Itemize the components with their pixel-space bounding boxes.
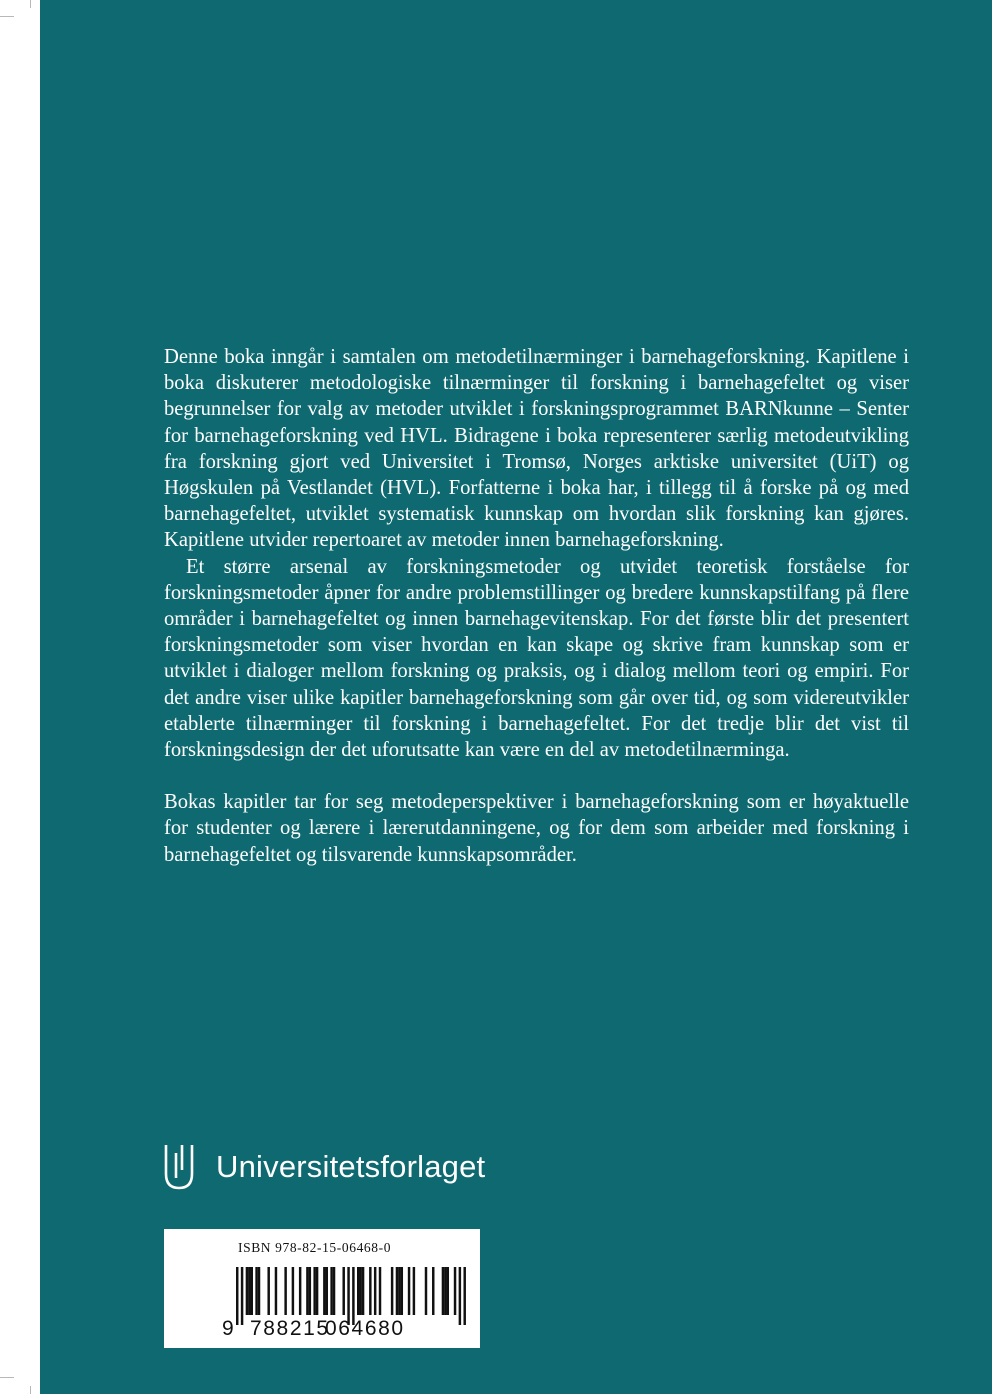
barcode-bar [398, 1267, 400, 1315]
barcode-bar [313, 1267, 315, 1315]
barcode-bar [425, 1267, 427, 1315]
barcode-bar [316, 1267, 318, 1315]
barcode-bar [459, 1267, 461, 1325]
crop-mark [30, 1386, 31, 1394]
barcode-bar [251, 1267, 253, 1315]
barcode-bar [236, 1267, 238, 1325]
barcode-bar [255, 1267, 257, 1315]
barcode-bar [374, 1267, 376, 1315]
isbn-barcode-box [164, 1229, 480, 1348]
barcode-bar [333, 1267, 335, 1315]
publisher-block [164, 1143, 485, 1191]
barcode-bar [306, 1267, 308, 1315]
barcode-bar [454, 1267, 456, 1315]
barcode-bar [444, 1267, 446, 1315]
barcode-bar [248, 1267, 250, 1315]
barcode-bar [267, 1267, 269, 1315]
barcode-bar [342, 1267, 344, 1315]
barcode-bar [442, 1267, 444, 1315]
barcode-bar [241, 1267, 243, 1325]
barcode-bar [359, 1267, 361, 1315]
blurb-paragraph-1: Denne boka inngår i samtalen om metodetilnærminger i barnehageforskning. Kapitlene i boka diskuterer metodologiske tilnærminger til forskning i barnehagefeltet og viser begrunnelser for valg av metoder utviklet i forskningsprogrammet BARNkunne – Senter for barnehageforskning ved HVL. Bidragene i boka representerer særlig metodeutvikling fra forskning gjort ved Universitet i Tromsø, Norges arktiske universitet (UiT) og Høgskulen på Vestlandet (HVL). Forfatterne i boka har, i tillegg til å forske på og med barnehagefeltet, utviklet systematisk kunnskap om hvordan slik forskning kan gjøres. Kapitlene utvider repertoaret av metoder innen barnehageforskning. [164, 346, 909, 552]
barcode-bar [299, 1267, 301, 1315]
barcode-bar [413, 1267, 415, 1315]
crop-mark [30, 0, 31, 8]
publisher-name: Universitetsforlaget [216, 1149, 486, 1184]
barcode-bar [357, 1267, 359, 1315]
barcode-bar [292, 1267, 294, 1315]
barcode-bar [362, 1267, 364, 1315]
barcode-bar [258, 1267, 260, 1315]
barcode-first-digit: 9 [222, 1317, 236, 1340]
barcode-bar [330, 1267, 332, 1315]
barcode-bar [326, 1267, 328, 1315]
barcode-right-digits: 064680 [325, 1317, 405, 1340]
barcode-bar [309, 1267, 311, 1315]
barcode-bar [432, 1267, 434, 1315]
barcode-bar [284, 1267, 286, 1315]
barcode-bar [447, 1267, 449, 1315]
barcode-bar [369, 1267, 371, 1315]
barcode-bar [323, 1267, 325, 1315]
barcode-bar [275, 1267, 277, 1315]
crop-mark [0, 16, 14, 17]
universitetsforlaget-logo-icon [164, 1144, 194, 1190]
barcode-bar [246, 1267, 248, 1315]
isbn-label: ISBN 978-82-15-06468-0 [238, 1240, 392, 1255]
crop-mark [0, 1377, 14, 1378]
back-cover-blurb [164, 344, 909, 868]
blurb-paragraph-3: Bokas kapitler tar for seg metodeperspektiver i barnehageforskning som er høyaktuelle for studenter og lærere i lærerutdanningene, og for dem som arbeider med forskning i barnehagefeltet og tilsvarende kunnskapsområder. [164, 791, 909, 866]
barcode-bar [408, 1267, 410, 1315]
barcode-bar [379, 1267, 381, 1315]
barcode-bar [463, 1267, 465, 1325]
barcode-bar [391, 1267, 393, 1315]
barcode-bar [401, 1267, 403, 1315]
barcode-left-digits: 788215 [250, 1317, 330, 1340]
barcode-bar [396, 1267, 398, 1315]
blurb-paragraph-2: Et større arsenal av forskningsmetoder og utvidet teoretisk forståelse for forskningsmetoder åpner for andre problemstillinger og bredere kunnskapstilfang på flere områder i barnehagefeltet og innen barnehagevitenskap. For det første blir det presentert forskningsmetoder som viser hvordan en kan skape og skrive fram kunnskap som er utviklet i dialoger mellom forskning og praksis, og i dialog mellom teori og empiri. For det andre viser ulike kapitler barnehageforskning som går over tid, og som videreutvikler etablerte tilnærminger til forskning i barnehagefeltet. For det tredje blir det vist til forskningsdesign der det uforutsatte kan være en del av metodetilnærminga. [164, 555, 909, 762]
